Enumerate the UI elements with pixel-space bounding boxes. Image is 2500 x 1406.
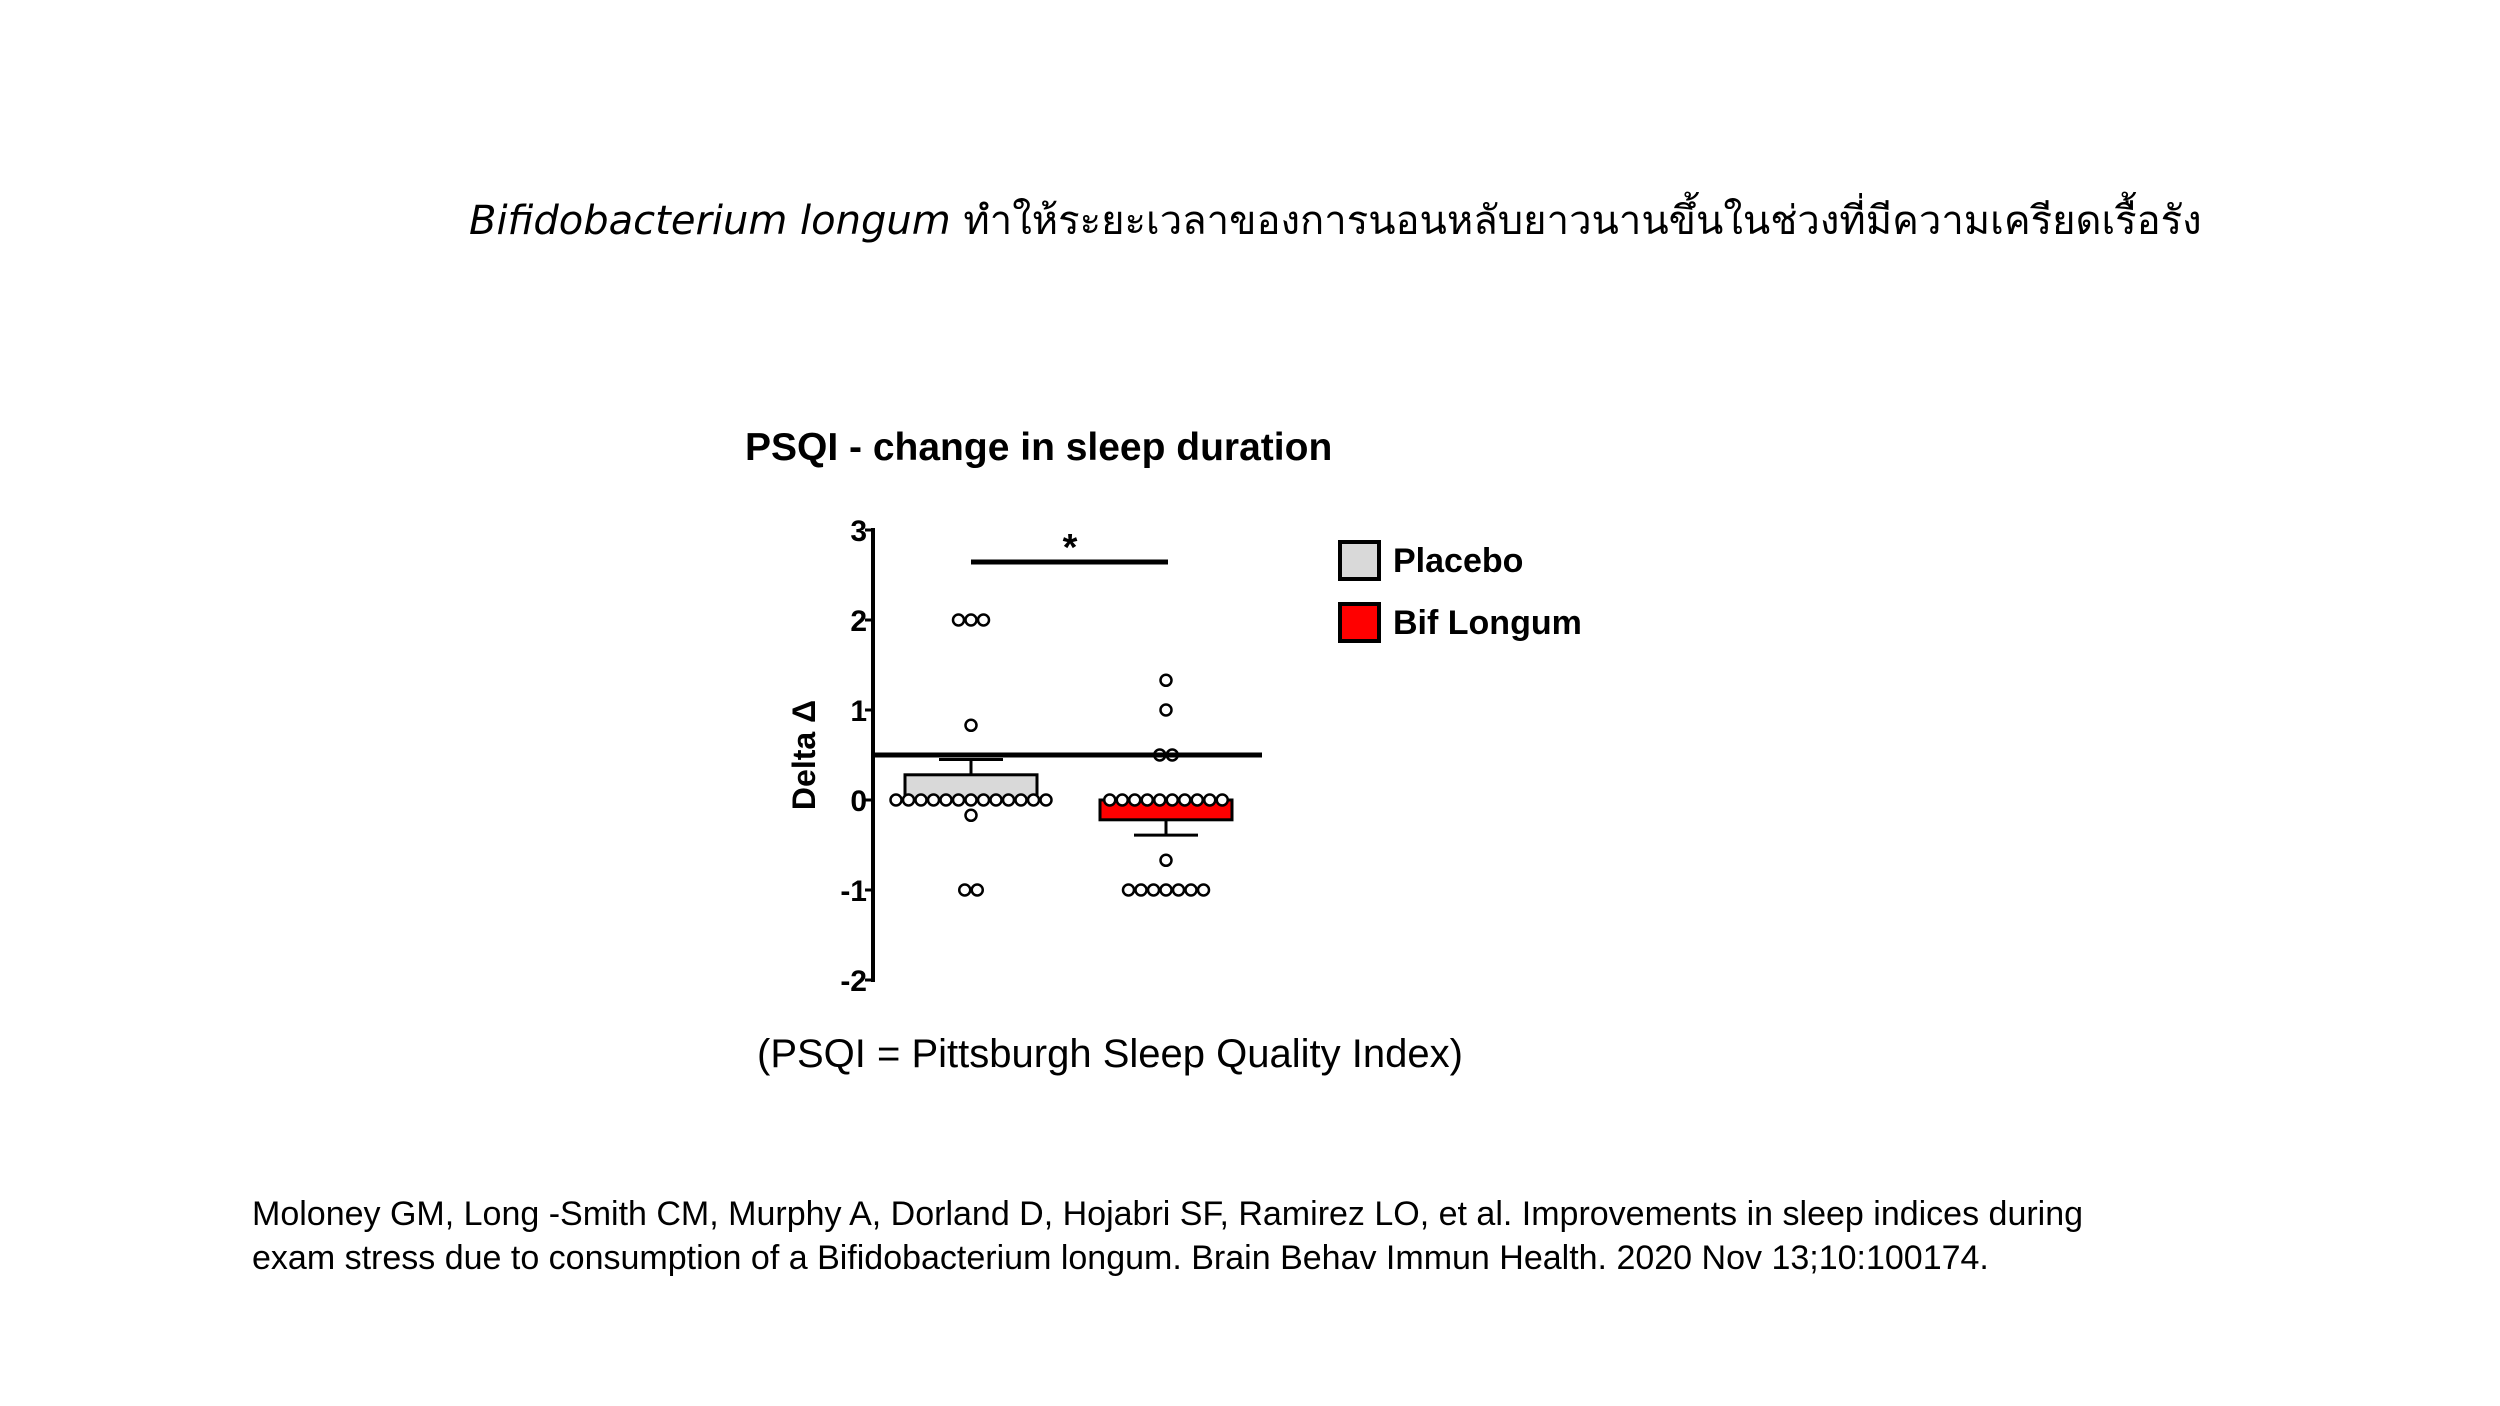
data-point [966, 615, 977, 626]
y-tick-label: -2 [840, 965, 867, 998]
data-point [978, 615, 989, 626]
slide-title-species: Bifidobacterium longum [469, 198, 951, 244]
y-tick-label: 1 [850, 695, 867, 728]
citation-line-1: Moloney GM, Long -Smith CM, Murphy A, Dorland D, Hojabri SF, Ramirez LO, et al. Improvements in sleep indices during [252, 1195, 2084, 1233]
slide-title [469, 188, 2202, 252]
citation-line-2: exam stress due to consumption of a Bifidobacterium longum. Brain Behav Immun Health. 2020 Nov 13;10:100174. [252, 1239, 1989, 1277]
y-axis-label-group [786, 700, 822, 810]
data-point [959, 885, 970, 896]
data-point [1104, 795, 1115, 806]
axes [840, 515, 873, 998]
citation [252, 1192, 2083, 1280]
data-point [953, 795, 964, 806]
data-point [1161, 885, 1172, 896]
data-point [1117, 795, 1128, 806]
y-tick-label: -1 [840, 875, 867, 908]
data-point [966, 720, 977, 731]
legend [1340, 542, 1582, 642]
data-point [1217, 795, 1228, 806]
legend-swatch [1340, 542, 1379, 579]
data-point [1136, 885, 1147, 896]
data-point [1192, 795, 1203, 806]
data-point [1154, 795, 1165, 806]
data-point [1129, 795, 1140, 806]
data-point [1016, 795, 1027, 806]
data-point [1204, 795, 1215, 806]
data-point [991, 795, 1002, 806]
data-point [1167, 795, 1178, 806]
data-point [1198, 885, 1209, 896]
data-point [1028, 795, 1039, 806]
y-tick-label: 0 [850, 785, 867, 818]
chart-title: PSQI - change in sleep duration [745, 426, 1333, 469]
data-point [1003, 795, 1014, 806]
data-point [978, 795, 989, 806]
y-axis-label: Delta Δ [786, 699, 822, 811]
significance-star: * [1062, 527, 1078, 569]
data-point [1161, 855, 1172, 866]
data-point [903, 795, 914, 806]
data-point [966, 810, 977, 821]
data-point [891, 795, 902, 806]
data-point [1041, 795, 1052, 806]
y-tick-label: 3 [850, 515, 867, 548]
data-point [1142, 795, 1153, 806]
data-point [972, 885, 983, 896]
slide-title-thai: ทำให้ระยะเวลาของการนอนหลับยาวนานขึ้นในช่วงที่มีความเครียดเรื้อรัง [950, 198, 2202, 244]
data-point [1179, 795, 1190, 806]
y-tick-label: 2 [850, 605, 867, 638]
data-point [1148, 885, 1159, 896]
legend-label: Placebo [1393, 542, 1524, 580]
data-point [1123, 885, 1134, 896]
psqi-note: (PSQI = Pittsburgh Sleep Quality Index) [757, 1032, 1463, 1076]
data-point [966, 795, 977, 806]
legend-label: Bif Longum [1393, 604, 1582, 642]
legend-swatch [1340, 604, 1379, 641]
significance-group [971, 527, 1168, 569]
data-point [928, 795, 939, 806]
data-point [1161, 675, 1172, 686]
data-point [1186, 885, 1197, 896]
data-point [1173, 885, 1184, 896]
data-point [941, 795, 952, 806]
chart [760, 500, 1640, 1000]
data-point [953, 615, 964, 626]
data-point [1161, 705, 1172, 716]
data-point [916, 795, 927, 806]
